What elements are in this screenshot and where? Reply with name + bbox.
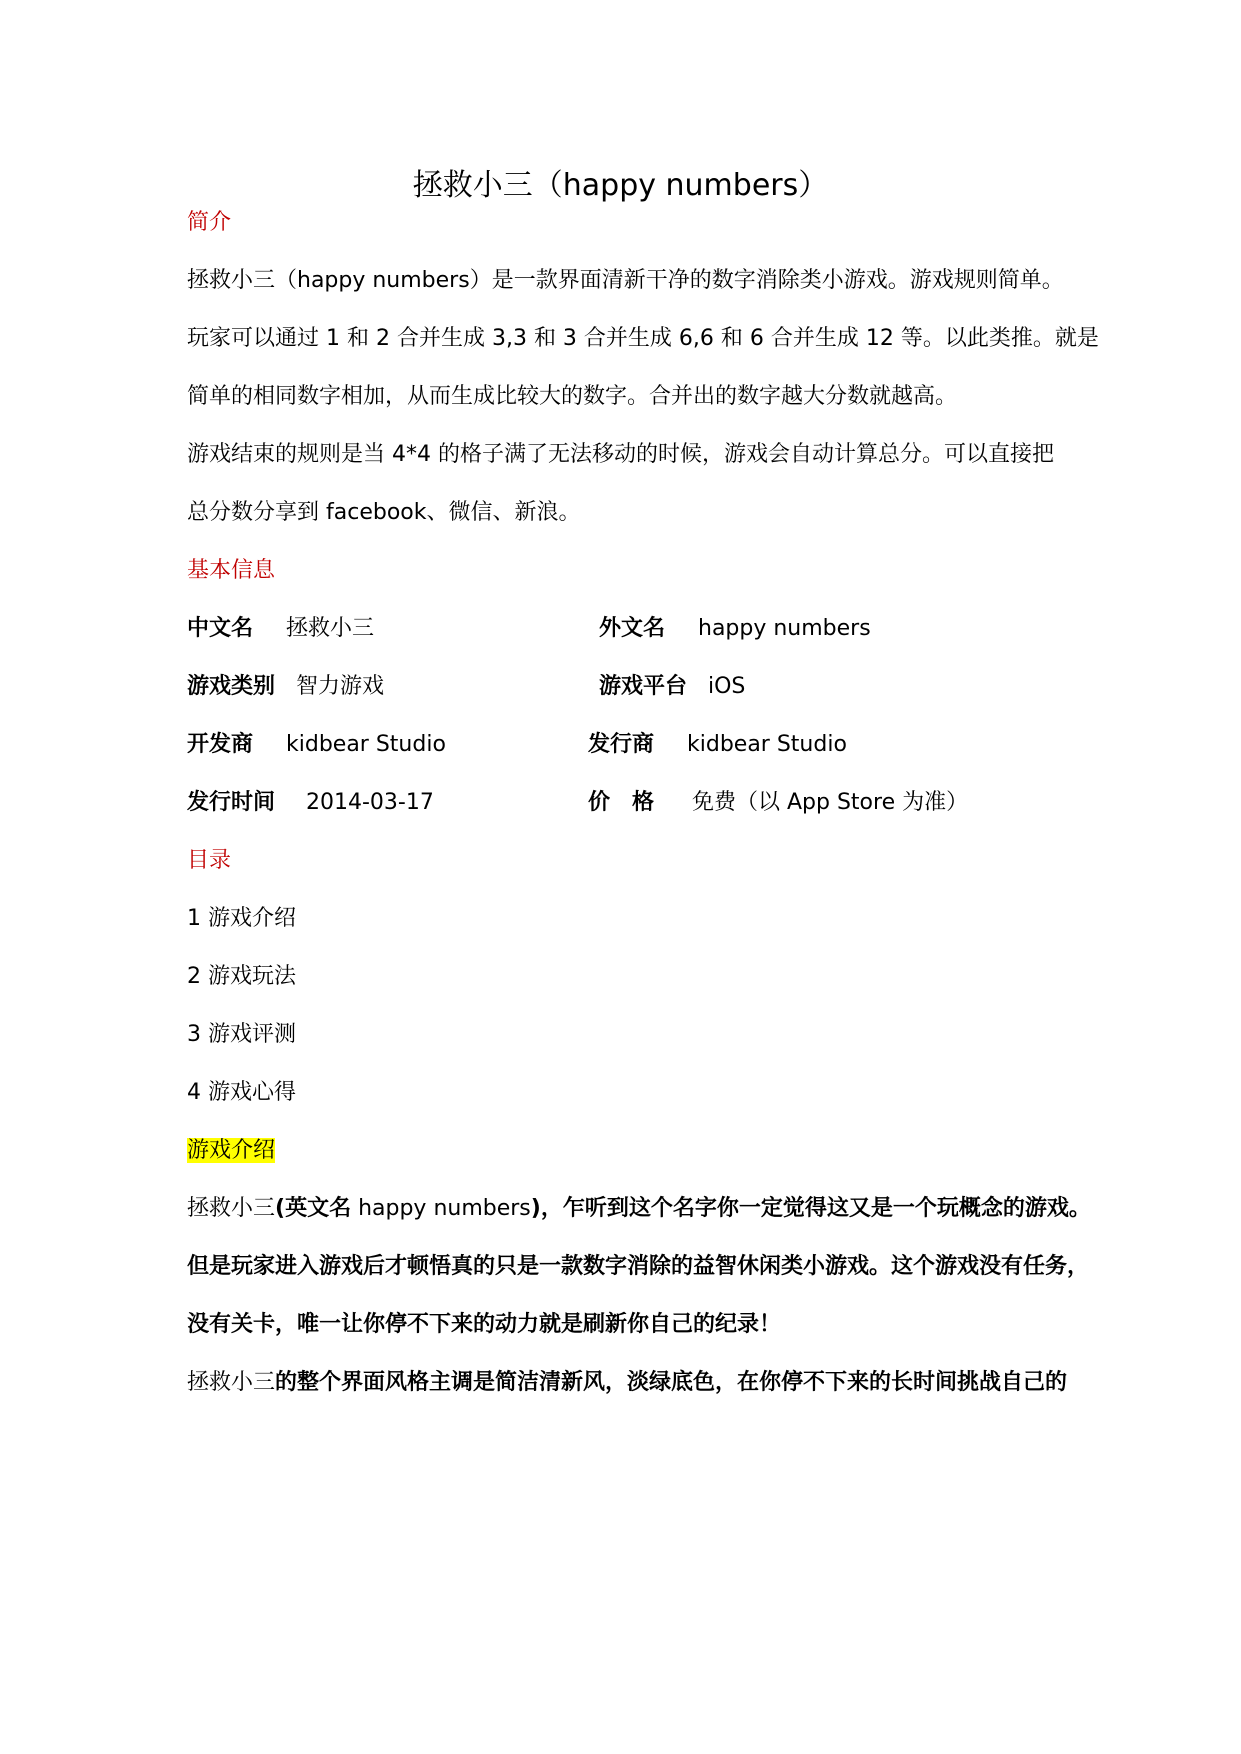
info-label-foreign-name: 外文名 xyxy=(599,616,666,641)
toc-item-1[interactable]: 1 游戏介绍 xyxy=(187,906,296,931)
game-intro-p1-name: 拯救小三 xyxy=(187,1196,276,1221)
info-value-release-date: 2014-03-17 xyxy=(306,790,434,815)
info-label-release-date: 发行时间 xyxy=(187,790,276,815)
game-intro-line-2: 但是玩家进入游戏后才顿悟真的只是一款数字消除的益智休闲类小游戏。这个游戏没有任务， xyxy=(187,1254,1090,1279)
info-value-category: 智力游戏 xyxy=(296,674,385,699)
game-intro-p2-name: 拯救小三 xyxy=(187,1370,276,1395)
info-label-developer: 开发商 xyxy=(187,732,254,757)
game-intro-p1-rest: )，乍听到这个名字你一定觉得这又是一个玩概念的游戏。 xyxy=(530,1196,1091,1221)
info-label-price: 价 格 xyxy=(588,790,655,815)
info-value-publisher: kidbear Studio xyxy=(687,732,847,757)
basic-info-heading: 基本信息 xyxy=(187,558,276,583)
intro-line-3: 简单的相同数字相加，从而生成比较大的数字。合并出的数字越大分数就越高。 xyxy=(187,384,958,409)
game-intro-line-4 xyxy=(187,1363,1067,1403)
game-intro-p2-rest: 的整个界面风格主调是简洁清新风，淡绿底色，在你停不下来的长时间挑战自己的 xyxy=(275,1370,1068,1395)
info-label-platform: 游戏平台 xyxy=(599,674,688,699)
intro-line-1: 拯救小三（happy numbers）是一款界面清新干净的数字消除类小游戏。游戏规则简单。 xyxy=(187,268,1064,293)
game-intro-line-3: 没有关卡，唯一让你停不下来的动力就是刷新你自己的纪录！ xyxy=(187,1312,782,1337)
toc-item-2[interactable]: 2 游戏玩法 xyxy=(187,964,296,989)
game-intro-p1-en-name: happy numbers xyxy=(351,1196,531,1221)
game-intro-heading: 游戏介绍 xyxy=(187,1138,276,1163)
game-intro-p1-en-label: (英文名 xyxy=(275,1196,352,1221)
intro-line-5: 总分数分享到 facebook、微信、新浪。 xyxy=(187,500,581,525)
game-intro-line-1 xyxy=(187,1189,1091,1229)
info-label-chinese-name: 中文名 xyxy=(187,616,254,641)
intro-line-2: 玩家可以通过 1 和 2 合并生成 3,3 和 3 合并生成 6,6 和 6 合并生成 12 等。以此类推。就是 xyxy=(187,326,1099,351)
info-value-developer: kidbear Studio xyxy=(286,732,446,757)
intro-heading: 简介 xyxy=(187,210,232,235)
toc-item-3[interactable]: 3 游戏评测 xyxy=(187,1022,296,1047)
info-value-chinese-name: 拯救小三 xyxy=(286,616,375,641)
intro-line-4: 游戏结束的规则是当 4*4 的格子满了无法移动的时候，游戏会自动计算总分。可以直接把 xyxy=(187,442,1054,467)
info-label-publisher: 发行商 xyxy=(588,732,655,757)
toc-heading: 目录 xyxy=(187,848,232,873)
info-value-price: 免费（以 App Store 为准） xyxy=(692,790,969,815)
info-value-foreign-name: happy numbers xyxy=(698,616,871,641)
game-intro-heading-wrap xyxy=(187,1131,275,1171)
info-label-category: 游戏类别 xyxy=(187,674,276,699)
document-title: 拯救小三（happy numbers） xyxy=(412,168,829,203)
info-value-platform: iOS xyxy=(708,674,746,699)
toc-item-4[interactable]: 4 游戏心得 xyxy=(187,1080,296,1105)
